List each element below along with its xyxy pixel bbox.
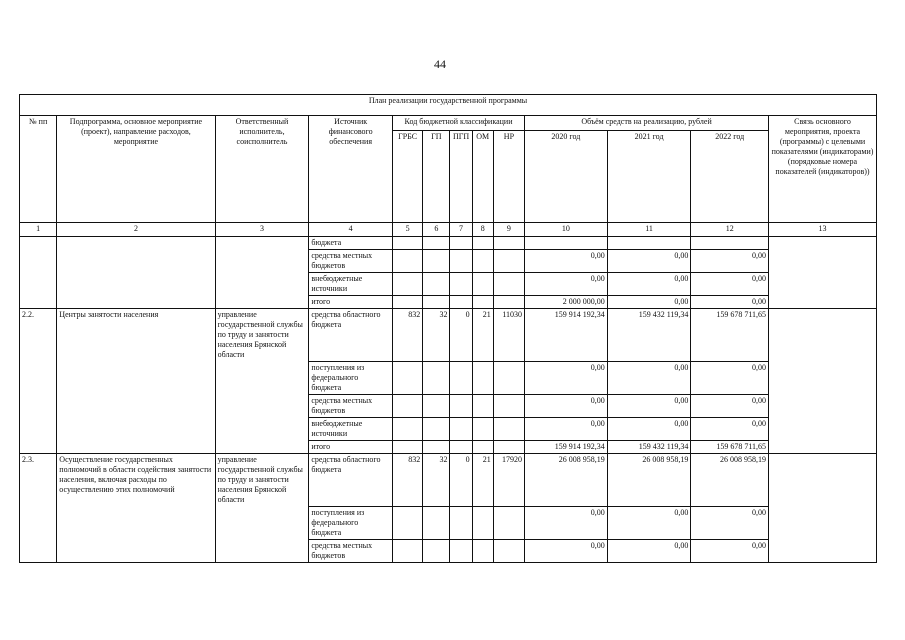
- header-grbs: ГРБС: [393, 131, 423, 223]
- header-nr: НР: [493, 131, 524, 223]
- cell-source: итого: [309, 441, 393, 454]
- header-2022: 2022 год: [691, 131, 769, 223]
- cell-2021: 0,00: [607, 362, 691, 395]
- cell-2020: 0,00: [525, 507, 608, 540]
- plan-table: [19, 94, 877, 563]
- cell-om: 21: [472, 309, 493, 362]
- cell-num: 2.2.: [20, 309, 57, 454]
- table-title-row: [20, 95, 877, 116]
- header-gp: ГП: [423, 131, 450, 223]
- colnum: 3: [215, 223, 309, 237]
- cell-num: 2.3.: [20, 454, 57, 563]
- cell-num: [20, 237, 57, 309]
- cell-2022: 0,00: [691, 296, 769, 309]
- cell-2022: 26 008 958,19: [691, 454, 769, 507]
- cell-2021: 26 008 958,19: [607, 454, 691, 507]
- header-2021: 2021 год: [607, 131, 691, 223]
- colnum: 12: [691, 223, 769, 237]
- cell-source: внебюджетные источники: [309, 418, 393, 441]
- cell-om: 21: [472, 454, 493, 507]
- cell-program: [57, 237, 215, 309]
- cell-2020: 2 000 000,00: [525, 296, 608, 309]
- cell-program: Осуществление государственных полномочий в области содействия занятости населения, включая расходы по осуществлению этих полномочий: [57, 454, 215, 563]
- cell-2020: 26 008 958,19: [525, 454, 608, 507]
- cell-gp: 32: [423, 454, 450, 507]
- cell-2020: 0,00: [525, 540, 608, 563]
- colnum: 5: [393, 223, 423, 237]
- cell-2020: 159 914 192,34: [525, 309, 608, 362]
- cell-source: поступления из федерального бюджета: [309, 362, 393, 395]
- table-title: План реализации государственной программы: [20, 95, 877, 116]
- cell-2022: 0,00: [691, 507, 769, 540]
- header-row-1: [20, 116, 877, 131]
- header-om: ОМ: [472, 131, 493, 223]
- column-number-row: [20, 223, 877, 237]
- colnum: 10: [525, 223, 608, 237]
- cell-2022: [691, 237, 769, 250]
- header-pgp: ПГП: [450, 131, 472, 223]
- cell-source: средства местных бюджетов: [309, 250, 393, 273]
- colnum: 8: [472, 223, 493, 237]
- cell-source: внебюджетные источники: [309, 273, 393, 296]
- cell-2022: 159 678 711,65: [691, 309, 769, 362]
- colnum: 9: [493, 223, 524, 237]
- cell-executor: управление государственной службы по труду и занятости населения Брянской области: [215, 454, 309, 563]
- cell-program: Центры занятости населения: [57, 309, 215, 454]
- cell-2021: 0,00: [607, 395, 691, 418]
- header-executor: Ответственный исполнитель, соисполнитель: [215, 116, 309, 223]
- cell-2021: 0,00: [607, 418, 691, 441]
- header-source: Источник финансового обеспечения: [309, 116, 393, 223]
- cell-link: [769, 309, 877, 454]
- cell-source: итого: [309, 296, 393, 309]
- cell-2021: 159 432 119,34: [607, 441, 691, 454]
- cell-2020: [525, 237, 608, 250]
- cell-executor: [215, 237, 309, 309]
- cell-2021: [607, 237, 691, 250]
- cell-2022: 0,00: [691, 418, 769, 441]
- cell-2022: 0,00: [691, 273, 769, 296]
- colnum: 6: [423, 223, 450, 237]
- cell-grbs: 832: [393, 454, 423, 507]
- cell-source: средства областного бюджета: [309, 454, 393, 507]
- cell-grbs: 832: [393, 309, 423, 362]
- cell-2020: 159 914 192,34: [525, 441, 608, 454]
- cell-source: поступления из федерального бюджета: [309, 507, 393, 540]
- table-row: [20, 237, 877, 250]
- cell-source: средства областного бюджета: [309, 309, 393, 362]
- cell-2022: 0,00: [691, 250, 769, 273]
- cell-2021: 0,00: [607, 507, 691, 540]
- cell-2020: 0,00: [525, 362, 608, 395]
- header-volume: Объём средств на реализацию, рублей: [525, 116, 769, 131]
- table-row: [20, 454, 877, 507]
- cell-2022: 159 678 711,65: [691, 441, 769, 454]
- cell-2022: 0,00: [691, 540, 769, 563]
- table-row: [20, 309, 877, 362]
- colnum: 2: [57, 223, 215, 237]
- colnum: 1: [20, 223, 57, 237]
- header-2020: 2020 год: [525, 131, 608, 223]
- cell-pgp: 0: [450, 309, 472, 362]
- cell-2021: 0,00: [607, 250, 691, 273]
- cell-pgp: 0: [450, 454, 472, 507]
- colnum: 4: [309, 223, 393, 237]
- cell-link: [769, 237, 877, 309]
- cell-source: средства местных бюджетов: [309, 395, 393, 418]
- cell-executor: управление государственной службы по труду и занятости населения Брянской области: [215, 309, 309, 454]
- cell-nr: 11030: [493, 309, 524, 362]
- header-program: Подпрограмма, основное мероприятие (проект), направление расходов, мероприятие: [57, 116, 215, 223]
- cell-gp: 32: [423, 309, 450, 362]
- page-number: 44: [434, 57, 446, 71]
- cell-2020: 0,00: [525, 273, 608, 296]
- cell-2020: 0,00: [525, 395, 608, 418]
- cell-2022: 0,00: [691, 362, 769, 395]
- header-budget-class: Код бюджетной классификации: [393, 116, 525, 131]
- cell-2021: 0,00: [607, 273, 691, 296]
- cell-2020: 0,00: [525, 418, 608, 441]
- cell-nr: 17920: [493, 454, 524, 507]
- colnum: 11: [607, 223, 691, 237]
- cell-link: [769, 454, 877, 563]
- cell-2021: 0,00: [607, 296, 691, 309]
- cell-source: бюджета: [309, 237, 393, 250]
- colnum: 7: [450, 223, 472, 237]
- header-link: Связь основного мероприятия, проекта (программы) с целевыми показателями (индикаторами) (порядковые номера показателей (индикаторов)): [769, 116, 877, 223]
- colnum: 13: [769, 223, 877, 237]
- cell-source: средства местных бюджетов: [309, 540, 393, 563]
- cell-2021: 159 432 119,34: [607, 309, 691, 362]
- cell-2020: 0,00: [525, 250, 608, 273]
- cell-2022: 0,00: [691, 395, 769, 418]
- header-num: № пп: [20, 116, 57, 223]
- cell-2021: 0,00: [607, 540, 691, 563]
